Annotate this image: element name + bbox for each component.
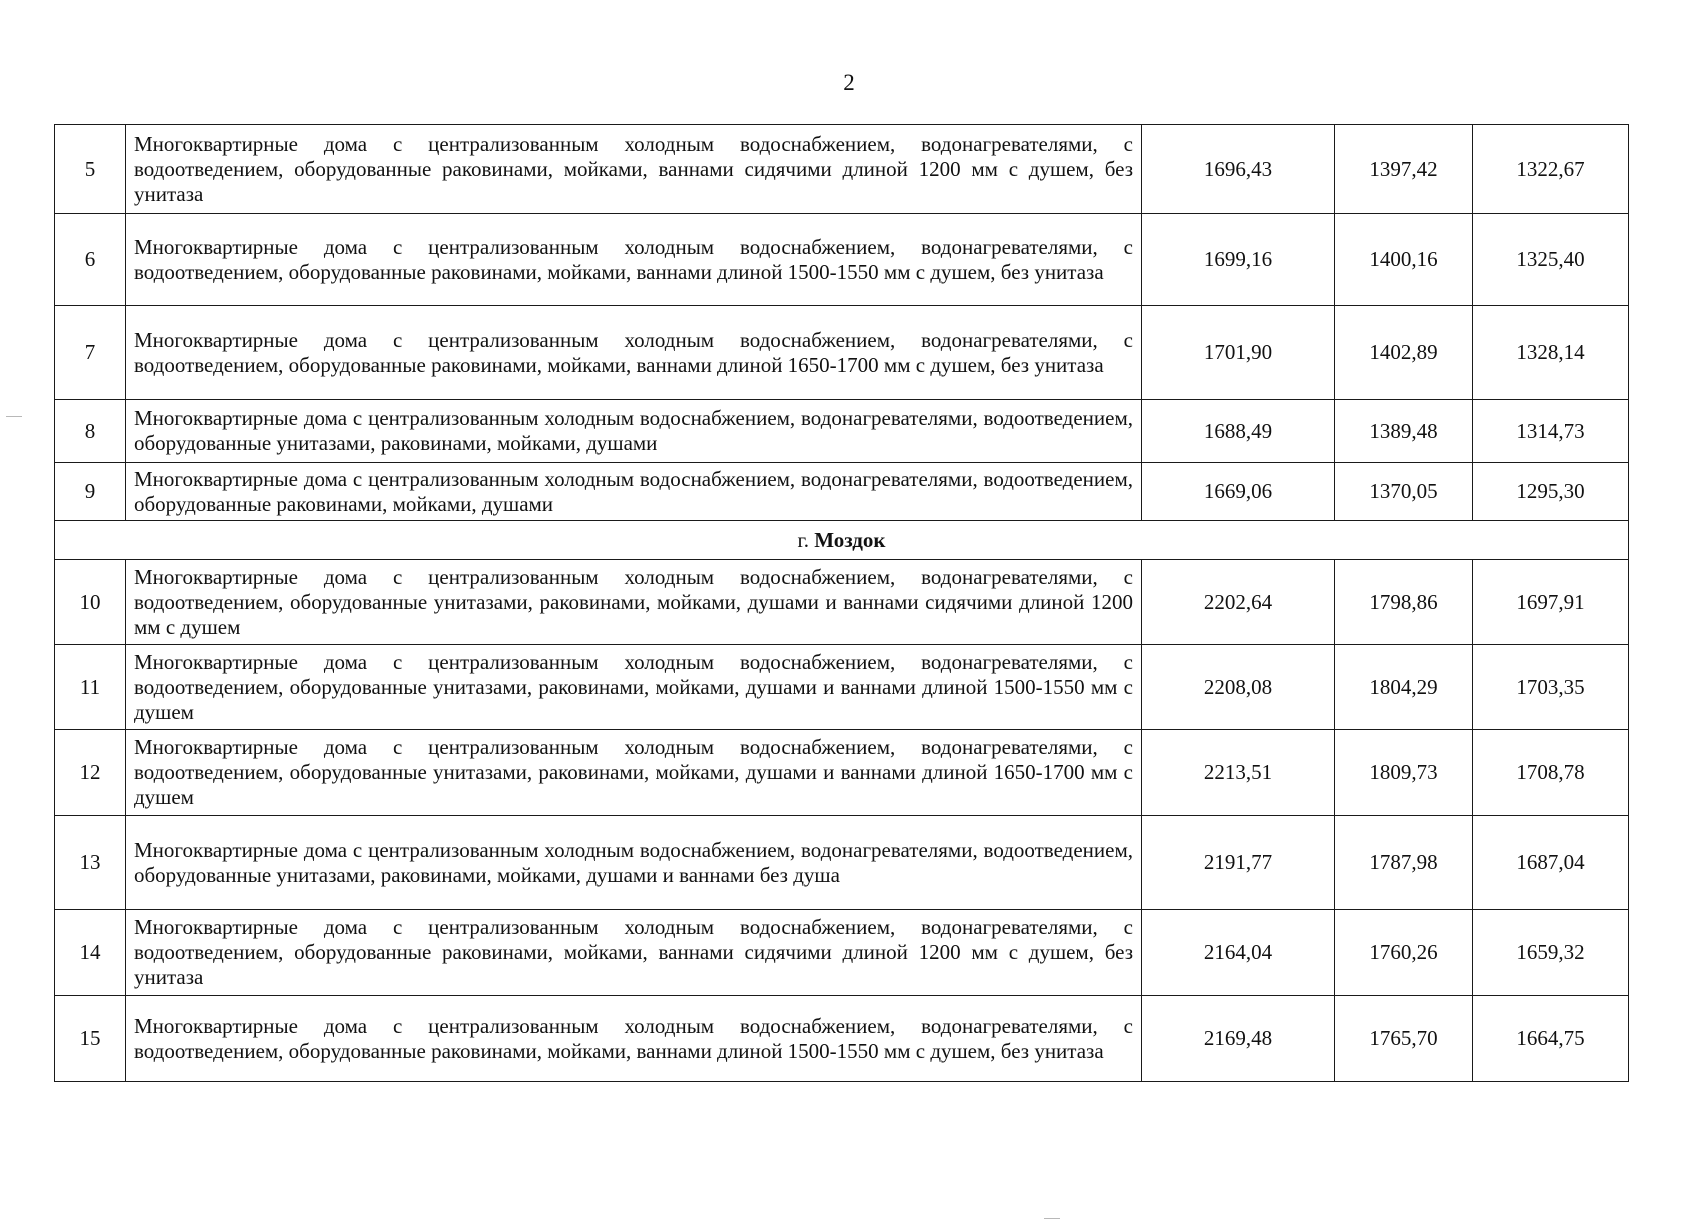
city-name: Моздок	[814, 527, 886, 552]
row-value-3: 1659,32	[1473, 910, 1629, 996]
row-number: 5	[55, 125, 126, 214]
section-header-row	[55, 521, 1629, 560]
scan-mark	[6, 416, 22, 417]
page-number: 2	[843, 70, 855, 95]
row-value-1: 1699,16	[1142, 214, 1335, 306]
row-description: Многоквартирные дома с централизованным холодным водоснабжением, водонагревателями, водоотведением, оборудованные унитазами, раковинами, мойками, душами	[126, 400, 1142, 463]
row-description: Многоквартирные дома с централизованным холодным водоснабжением, водонагревателями, с водоотведением, оборудованные раковинами, мойками, ваннами длиной 1500-1550 мм с душем, без унитаза	[126, 214, 1142, 306]
row-value-1: 2208,08	[1142, 645, 1335, 730]
row-description: Многоквартирные дома с централизованным холодным водоснабжением, водонагревателями, с водоотведением, оборудованные унитазами, раковинами, мойками, душами и ваннами сидячими длиной 1200 мм с душем	[126, 560, 1142, 645]
city-prefix: г.	[797, 527, 809, 552]
table-row	[55, 730, 1629, 816]
tariff-table	[54, 124, 1629, 1082]
row-number: 14	[55, 910, 126, 996]
row-value-3: 1325,40	[1473, 214, 1629, 306]
row-description: Многоквартирные дома с централизованным холодным водоснабжением, водонагревателями, с водоотведением, оборудованные раковинами, мойками, ваннами сидячими длиной 1200 мм с душем, без унитаза	[126, 125, 1142, 214]
table-row	[55, 560, 1629, 645]
row-number: 8	[55, 400, 126, 463]
table-row	[55, 400, 1629, 463]
row-value-3: 1664,75	[1473, 996, 1629, 1082]
row-value-3: 1687,04	[1473, 816, 1629, 910]
row-description: Многоквартирные дома с централизованным холодным водоснабжением, водонагревателями, с водоотведением, оборудованные раковинами, мойками, ваннами длиной 1500-1550 мм с душем, без унитаза	[126, 996, 1142, 1082]
row-value-2: 1765,70	[1335, 996, 1473, 1082]
row-value-2: 1402,89	[1335, 306, 1473, 400]
row-value-3: 1708,78	[1473, 730, 1629, 816]
row-description: Многоквартирные дома с централизованным холодным водоснабжением, водонагревателями, водоотведением, оборудованные раковинами, мойками, душами	[126, 463, 1142, 521]
row-value-3: 1314,73	[1473, 400, 1629, 463]
row-number: 7	[55, 306, 126, 400]
row-value-1: 1669,06	[1142, 463, 1335, 521]
row-value-3: 1295,30	[1473, 463, 1629, 521]
row-value-1: 2191,77	[1142, 816, 1335, 910]
table-row	[55, 645, 1629, 730]
row-number: 12	[55, 730, 126, 816]
row-number: 9	[55, 463, 126, 521]
row-number: 13	[55, 816, 126, 910]
table-row	[55, 125, 1629, 214]
row-value-2: 1804,29	[1335, 645, 1473, 730]
table-row	[55, 463, 1629, 521]
row-number: 15	[55, 996, 126, 1082]
row-value-3: 1322,67	[1473, 125, 1629, 214]
row-value-2: 1389,48	[1335, 400, 1473, 463]
row-value-1: 2202,64	[1142, 560, 1335, 645]
section-header	[55, 521, 1629, 560]
table-row	[55, 306, 1629, 400]
row-value-3: 1697,91	[1473, 560, 1629, 645]
row-value-1: 2213,51	[1142, 730, 1335, 816]
table-row	[55, 996, 1629, 1082]
row-value-2: 1798,86	[1335, 560, 1473, 645]
row-value-1: 1688,49	[1142, 400, 1335, 463]
row-description: Многоквартирные дома с централизованным холодным водоснабжением, водонагревателями, с водоотведением, оборудованные унитазами, раковинами, мойками, душами и ваннами длиной 1650-1700 мм с душем	[126, 730, 1142, 816]
row-value-1: 2164,04	[1142, 910, 1335, 996]
row-value-2: 1760,26	[1335, 910, 1473, 996]
row-value-2: 1397,42	[1335, 125, 1473, 214]
table-row	[55, 816, 1629, 910]
row-value-2: 1787,98	[1335, 816, 1473, 910]
row-value-1: 1696,43	[1142, 125, 1335, 214]
row-value-2: 1809,73	[1335, 730, 1473, 816]
row-value-1: 1701,90	[1142, 306, 1335, 400]
row-number: 6	[55, 214, 126, 306]
table-row	[55, 910, 1629, 996]
row-value-1: 2169,48	[1142, 996, 1335, 1082]
row-number: 11	[55, 645, 126, 730]
row-value-2: 1400,16	[1335, 214, 1473, 306]
row-number: 10	[55, 560, 126, 645]
row-value-3: 1328,14	[1473, 306, 1629, 400]
row-description: Многоквартирные дома с централизованным холодным водоснабжением, водонагревателями, водоотведением, оборудованные унитазами, раковинами, мойками, душами и ваннами без душа	[126, 816, 1142, 910]
row-description: Многоквартирные дома с централизованным холодным водоснабжением, водонагревателями, с водоотведением, оборудованные раковинами, мойками, ваннами сидячими длиной 1200 мм с душем, без унитаза	[126, 910, 1142, 996]
table-row	[55, 214, 1629, 306]
row-value-2: 1370,05	[1335, 463, 1473, 521]
row-description: Многоквартирные дома с централизованным холодным водоснабжением, водонагревателями, с водоотведением, оборудованные раковинами, мойками, ваннами длиной 1650-1700 мм с душем, без унитаза	[126, 306, 1142, 400]
row-description: Многоквартирные дома с централизованным холодным водоснабжением, водонагревателями, с водоотведением, оборудованные унитазами, раковинами, мойками, душами и ваннами длиной 1500-1550 мм с душем	[126, 645, 1142, 730]
row-value-3: 1703,35	[1473, 645, 1629, 730]
